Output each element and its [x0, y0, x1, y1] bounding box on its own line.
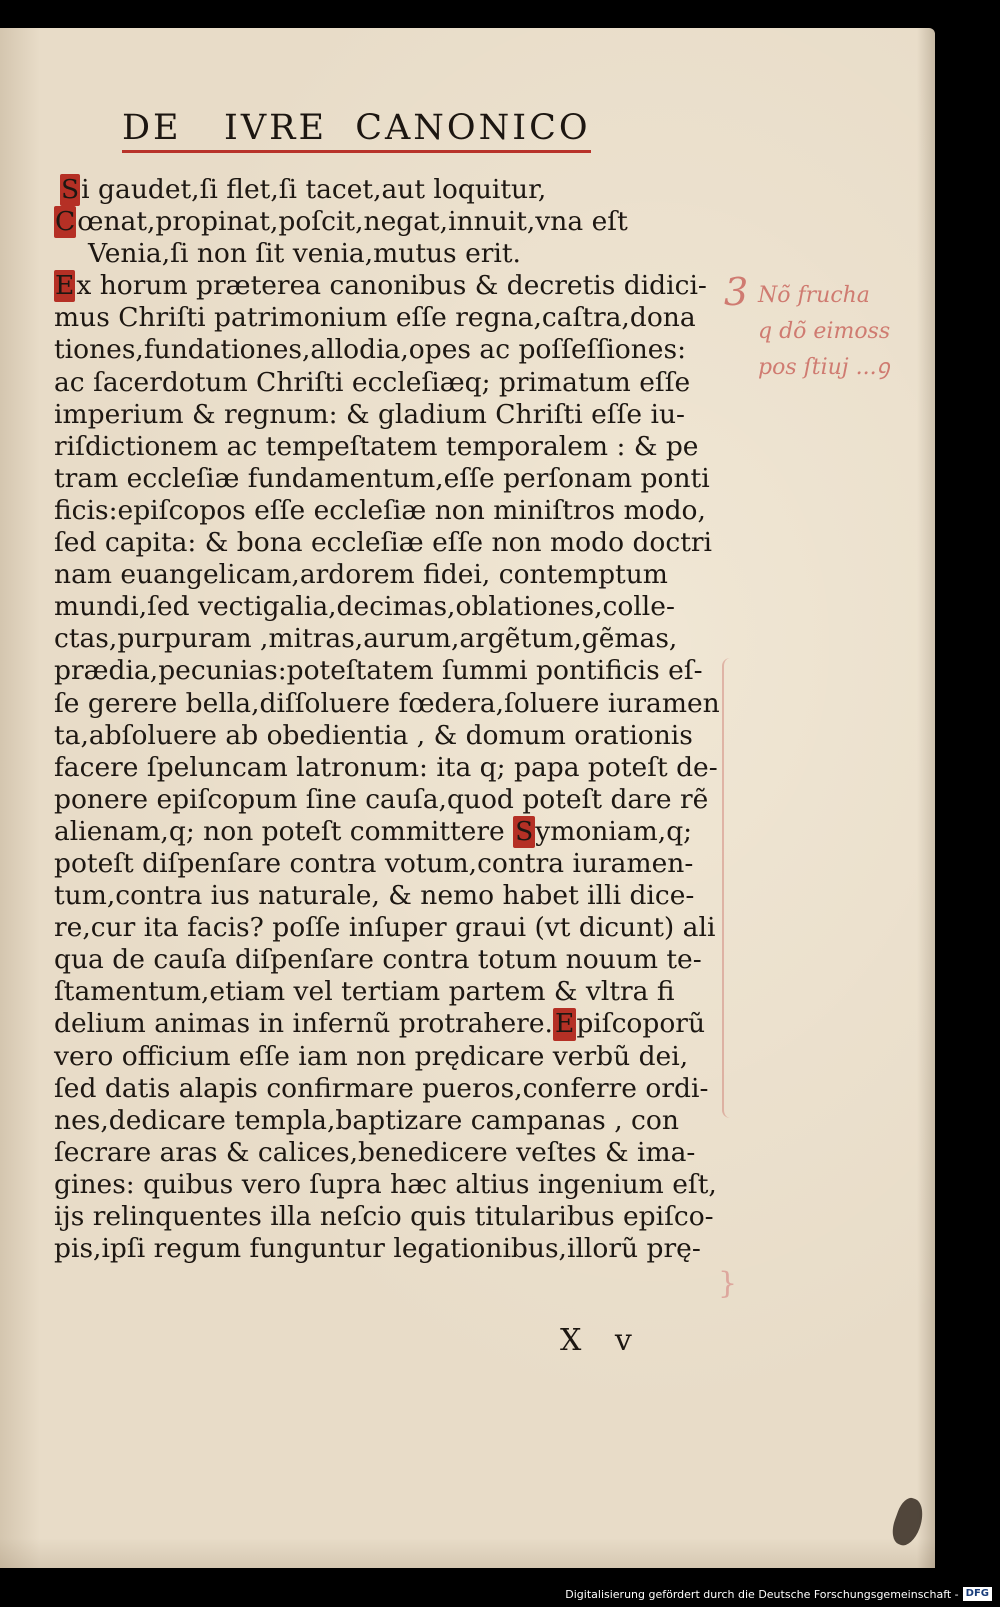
text-line: [54, 270, 744, 302]
text-line: [54, 174, 744, 206]
line-text: ac ſacerdotum Chriſti eccleſiæq; primatum eſſe: [54, 366, 691, 398]
digitization-footer: [565, 1587, 992, 1601]
text-line: [54, 1169, 744, 1201]
text-line: [54, 1137, 744, 1169]
footer-text: Digitalisierung gefördert durch die Deutsche Forschungsgemeinschaft -: [565, 1587, 959, 1601]
line-text: facere ſpeluncam latronum: ita q; papa poteſt de-: [54, 751, 718, 783]
book-page: [0, 28, 935, 1568]
line-text: prædia,pecunias:poteſtatem ſummi pontificis eſ-: [54, 655, 703, 687]
margin-annotation-line: q dõ eimoss: [758, 319, 891, 344]
line-text: mus Chriſti patrimonium eſſe regna,caſtra,dona: [54, 302, 696, 334]
line-text: nes,dedicare templa,baptizare campanas , con: [54, 1104, 679, 1136]
text-line: [54, 655, 744, 687]
text-line: [54, 302, 744, 334]
line-text: ſe gerere bella,diſſoluere fœdera,ſoluere iuramen: [54, 687, 720, 719]
text-line: [54, 944, 744, 976]
text-line: [54, 1041, 744, 1073]
signature-mark: X v: [560, 1323, 644, 1358]
margin-annotation-line: Nõ frucha: [758, 283, 870, 308]
rubricated-initial: E: [55, 270, 75, 302]
text-line: [54, 848, 744, 880]
line-text: re,cur ita facis? poſſe inſuper graui (vt dicunt) ali: [54, 912, 716, 944]
rubricated-initial: E: [554, 1008, 575, 1040]
text-line: [54, 688, 744, 720]
line-text: vero officium eſſe iam non prędicare verbũ dei,: [54, 1040, 689, 1072]
running-head: DE IVRE CANONICO: [122, 106, 591, 153]
rubricated-initial: C: [55, 206, 76, 238]
rubricated-initial: S: [61, 174, 80, 205]
text-line: [54, 816, 744, 848]
text-line: [54, 880, 744, 912]
text-line: [54, 334, 744, 366]
text-line: [54, 559, 744, 591]
text-line: [54, 1201, 744, 1233]
text-line: [54, 463, 744, 495]
text-line: [54, 495, 744, 527]
line-text: imperium & regnum: & gladium Chriſti eſſe iu-: [54, 398, 686, 430]
margin-mark: }: [718, 1266, 738, 1301]
text-line: [54, 591, 744, 623]
text-block: [54, 174, 744, 1265]
rubricated-initial: S: [515, 815, 534, 847]
text-line: [54, 399, 744, 431]
margin-annotation: [724, 270, 928, 386]
line-text: delium animas in infernũ protrahere.: [54, 1008, 553, 1040]
margin-annotation-number: 3: [724, 270, 749, 314]
text-line: [54, 1008, 744, 1040]
text-line: [54, 431, 744, 463]
line-text: tiones,fundationes,allodia,opes ac poſſeſſiones:: [54, 334, 687, 366]
line-text: qua de cauſa diſpenſare contra totum nouum te-: [54, 944, 702, 976]
line-text: i gaudet,ſi flet,ſi tacet,aut loquitur,: [81, 174, 547, 205]
line-text: x horum præterea canonibus & decretis didici-: [76, 270, 707, 302]
line-text: tum,contra ius naturale, & nemo habet illi dice-: [54, 880, 695, 912]
text-line: [54, 623, 744, 655]
margin-annotation-line: pos ſtiuj ...ꝯ: [758, 355, 890, 380]
text-line: [54, 1073, 744, 1105]
line-text: ficis:epiſcopos eſſe eccleſiæ non miniſtros modo,: [54, 494, 706, 526]
text-line: [54, 720, 744, 752]
line-text: pis,ipſi regum funguntur legationibus,illorũ prę-: [54, 1233, 701, 1265]
ink-stain: [888, 1495, 929, 1549]
text-line: [54, 206, 744, 238]
line-text: tram eccleſiæ fundamentum,eſſe perſonam ponti: [54, 462, 710, 494]
text-line: [54, 527, 744, 559]
text-line: [54, 238, 744, 270]
line-text: ponere epiſcopum ſine cauſa,quod poteſt dare rẽ: [54, 783, 709, 815]
text-line: [54, 1105, 744, 1137]
line-text: ſtamentum,etiam vel tertiam partem & vltra fi: [54, 976, 675, 1008]
text-line: [54, 912, 744, 944]
line-text: ſed datis alapis confirmare pueros,conferre ordi-: [54, 1072, 709, 1104]
line-text: gines: quibus vero ſupra hæc altius ingenium eſt,: [54, 1168, 717, 1200]
line-text: ſecrare aras & calices,benedicere veſtes & ima-: [54, 1136, 696, 1168]
line-text: poteſt diſpenſare contra votum,contra iuramen-: [54, 847, 694, 879]
line-text: riſdictionem ac tempeſtatem temporalem : & pe: [54, 430, 699, 462]
margin-bracket-mark: [722, 658, 738, 1118]
text-line: [54, 367, 744, 399]
line-text: mundi,ſed vectigalia,decimas,oblationes,colle-: [54, 591, 675, 623]
line-text: Venia,ſi non ſit venia,mutus erit.: [88, 238, 521, 270]
line-text: nam euangelicam,ardorem fidei, contemptum: [54, 559, 668, 591]
text-line: [54, 752, 744, 784]
line-text: ctas,purpuram ,mitras,aurum,argẽtum,gẽmas,: [54, 623, 678, 655]
text-line: [54, 976, 744, 1008]
text-line: [54, 784, 744, 816]
line-text: œnat,propinat,poſcit,negat,innuit,vna eſt: [77, 206, 628, 238]
line-text: alienam,q; non poteſt committere: [54, 815, 514, 847]
line-text: ſed capita: & bona eccleſiæ eſſe non modo doctri: [54, 527, 713, 559]
line-text: ijs relinquentes illa neſcio quis titularibus epiſco-: [54, 1201, 714, 1232]
line-text: ymoniam,q;: [535, 815, 693, 847]
line-text: piſcoporũ: [576, 1008, 706, 1040]
line-text: ta,abſoluere ab obedientia , & domum orationis: [54, 719, 693, 751]
dfg-logo-badge: DFG: [963, 1587, 992, 1601]
text-line: [54, 1233, 744, 1265]
